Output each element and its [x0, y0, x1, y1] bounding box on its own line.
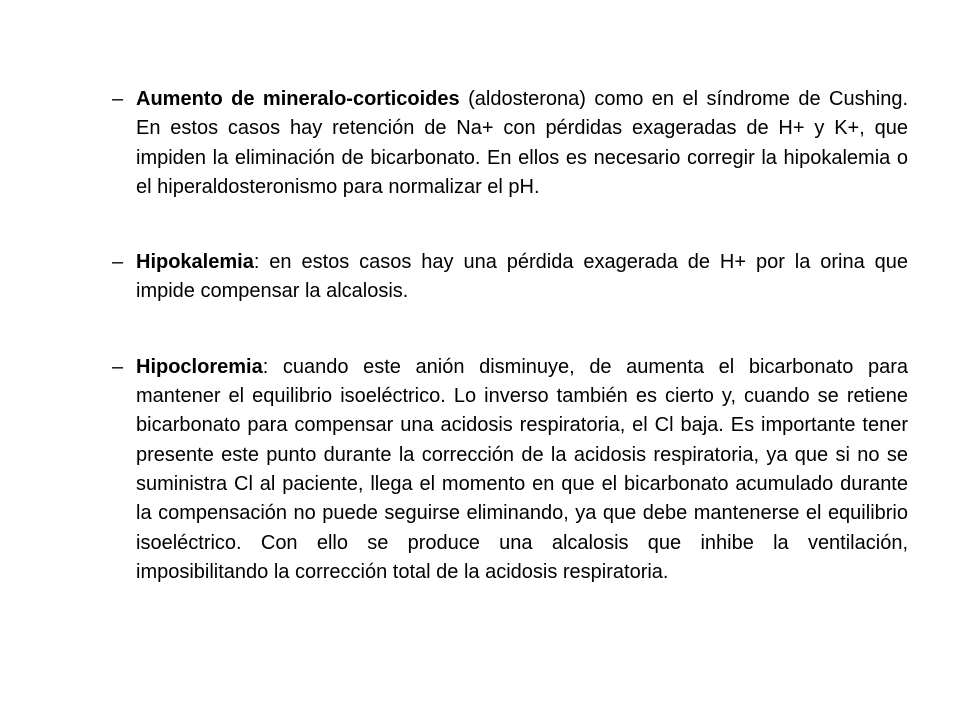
bullet-text — [136, 248, 908, 307]
bullet-dash: – — [112, 251, 124, 274]
bullet-body: : en estos casos hay una pérdida exagerada de H+ por la orina que impide compensar la alcalosis. — [136, 251, 908, 303]
bullet-term: Hipocloremia — [136, 355, 263, 378]
bullet-body: (aldosterona) como en el síndrome de Cushing. En estos casos hay retención de Na+ con pérdidas exageradas de H+ y K+, que impiden la eliminación de bicarbonato. En ellos es necesario corregir la hipokalemia o el hiperaldosteronismo para normalizar el pH. — [136, 88, 908, 198]
bullet-dash: – — [112, 355, 124, 378]
bullet-text — [136, 353, 908, 587]
bullet-term: Hipokalemia — [136, 251, 254, 274]
bullet-item-hipokalemia — [112, 248, 908, 307]
bullet-list — [112, 85, 908, 587]
bullet-item-mineralocorticoides — [112, 85, 908, 202]
bullet-term: Aumento de mineralo-corticoides — [136, 88, 460, 110]
bullet-item-hipocloremia — [112, 353, 908, 587]
bullet-dash: – — [112, 88, 124, 110]
bullet-text — [136, 85, 908, 202]
bullet-body: : cuando este anión disminuye, de aumenta el bicarbonato para mantener el equilibrio isoeléctrico. Lo inverso también es cierto y, cuando se retiene bicarbonato para compensar una acidosis respiratoria, el Cl baja. Es importante tener presente este punto durante la corrección de la acidosis respiratoria, ya que si no se suministra Cl al paciente, llega el momento en que el bicarbonato acumulado durante la compensación no puede seguirse eliminando, ya que debe mantenerse el equilibrio isoeléctrico. Con ello se produce una alcalosis que inhibe la ventilación, imposibilitando la corrección total de la acidosis respiratoria. — [136, 355, 908, 583]
